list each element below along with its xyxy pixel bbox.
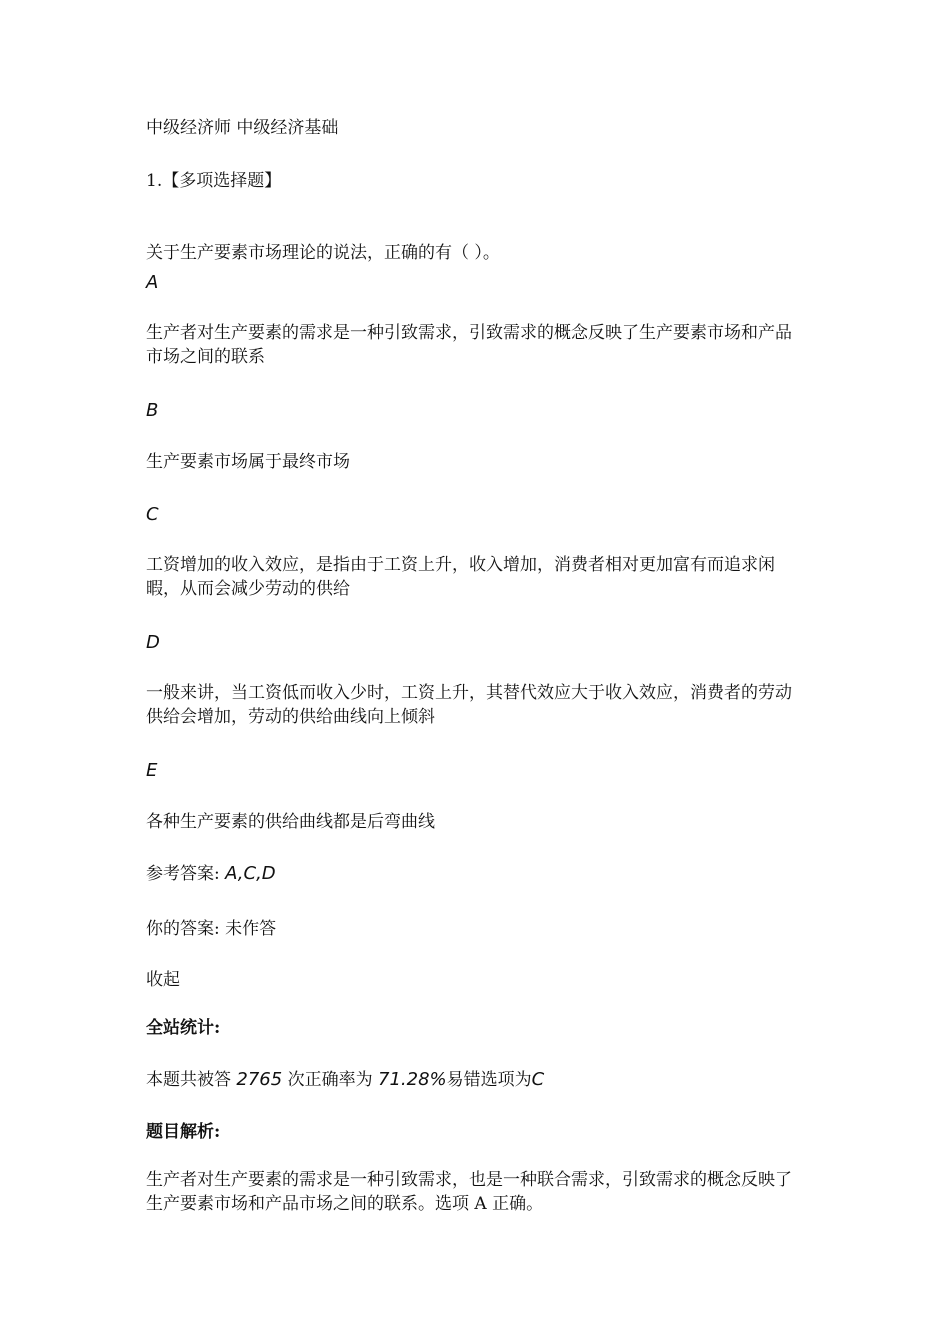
question-stem: 关于生产要素市场理论的说法，正确的有（ ）。 [146, 243, 500, 263]
analysis-text: 生产者对生产要素的需求是一种引致需求，也是一种联合需求，引致需求的概念反映了生产要素市场和产品市场之间的联系。选项 A 正确。 [146, 1170, 792, 1214]
option-d-text: 一般来讲，当工资低而收入少时，工资上升，其替代效应大于收入效应，消费者的劳动供给会增加，劳动的供给曲线向上倾斜 [146, 683, 792, 727]
option-c-text: 工资增加的收入效应，是指由于工资上升，收入增加，消费者相对更加富有而追求闲暇，从而会减少劳动的供给 [146, 555, 775, 599]
option-b-letter: B [146, 400, 159, 421]
question-number-type: 1.【多项选择题】 [146, 171, 282, 191]
stats-count: 2765 [236, 1069, 283, 1090]
option-a-letter: A [146, 272, 159, 293]
option-d-letter: D [146, 632, 160, 653]
option-b-text: 生产要素市场属于最终市场 [146, 452, 350, 472]
document-title: 中级经济师 中级经济基础 [146, 118, 339, 138]
your-answer-value: 未作答 [225, 919, 277, 939]
option-e-letter: E [146, 760, 158, 781]
analysis-heading: 题目解析: [146, 1122, 221, 1142]
collapse-link[interactable]: 收起 [146, 970, 180, 990]
stats-middle: 次正确率为 [287, 1070, 373, 1090]
stats-line [146, 1068, 544, 1092]
reference-answer-value: A,C,D [225, 863, 276, 884]
your-answer [146, 917, 276, 941]
stats-wrong-option: C [531, 1069, 545, 1090]
reference-answer-label: 参考答案: [146, 864, 220, 884]
stats-suffix: 易错选项为 [446, 1070, 532, 1090]
your-answer-label: 你的答案: [146, 919, 220, 939]
reference-answer [146, 862, 276, 886]
stats-heading: 全站统计: [146, 1018, 221, 1038]
stats-rate: 71.28% [378, 1069, 447, 1090]
option-c-letter: C [146, 504, 159, 525]
option-e-text: 各种生产要素的供给曲线都是后弯曲线 [146, 812, 435, 832]
stats-prefix: 本题共被答 [146, 1070, 231, 1090]
option-a-text: 生产者对生产要素的需求是一种引致需求，引致需求的概念反映了生产要素市场和产品市场之间的联系 [146, 323, 792, 367]
